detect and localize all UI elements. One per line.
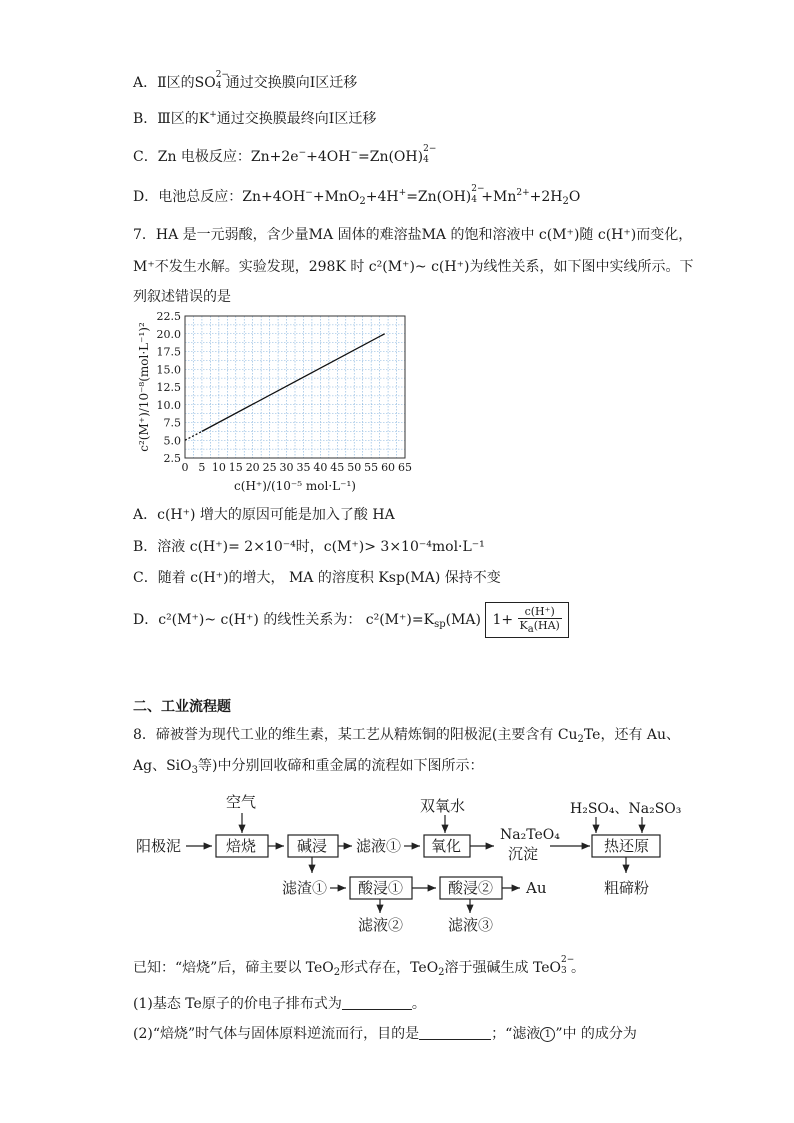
y-axis-label: c²(M⁺)/10⁻⁸(mol·L⁻¹)² — [137, 322, 151, 452]
q6-option-a: A．Ⅱ区的SO 2− 4 通过交换膜向Ⅰ区迁移 — [133, 70, 358, 91]
q8-sub2: (2)“焙烧”时气体与固体原料逆流而行，目的是 ；“滤液 1 ”中 的成分为 — [133, 1026, 637, 1042]
extrapolated-line — [185, 431, 202, 440]
process-flow-diagram — [130, 785, 690, 940]
x-tick-label: 15 — [228, 461, 243, 474]
y-tick-label: 5.0 — [163, 434, 181, 448]
y-tick-label: 2.5 — [163, 452, 181, 465]
x-tick-label: 35 — [296, 461, 311, 474]
y-tick-label: 7.5 — [163, 416, 181, 430]
x-tick-label: 60 — [381, 461, 396, 474]
flow-acid-leach2: 酸浸② — [448, 879, 494, 897]
data-line — [202, 334, 385, 432]
q7-bracket-expr: 1+ $\frac{c(H^+)}{Ka(HA)}$ — [485, 602, 568, 638]
y-tick-label: 17.5 — [156, 345, 181, 359]
flow-anode-mud: 阳极泥 — [136, 837, 182, 855]
q8-stem-line2: Ag、SiO$_3$等)中分别回收碲和重金属的流程如下图所示： — [133, 758, 484, 776]
x-tick-label: 45 — [330, 461, 345, 474]
q7-option-b: B．溶液 c(H⁺)= 2×10⁻⁴时，c(M⁺)> 3×10⁻⁴mol·L⁻¹ — [133, 539, 485, 555]
x-tick-label: 0 — [181, 461, 189, 474]
q7-stem-line2: M⁺不发生水解。实验发现，298K 时 c²(M⁺)~ c(H⁺)为线性关系，如下图中实线所示。下 — [133, 259, 694, 275]
section-title: 二、工业流程题 — [133, 699, 231, 715]
flow-filtrate3: 滤液③ — [448, 916, 494, 934]
x-tick-label: 65 — [398, 461, 412, 474]
x-tick-label: 25 — [262, 461, 277, 474]
q8-known: 已知：“焙烧”后，碲主要以 TeO$_2$形式存在，TeO$_2$溶于强碱生成 TeO 2− 3 。 — [133, 955, 586, 978]
x-tick-label: 10 — [211, 461, 226, 474]
x-tick-label: 40 — [313, 461, 328, 474]
x-tick-label: 5 — [198, 461, 206, 474]
x-tick-label: 55 — [364, 461, 379, 474]
q8-stem-line1: 8．碲被誉为现代工业的维生素，某工艺从精炼铜的阳极泥(主要含有 $Cu_2Te$，还有 Au、 — [133, 727, 681, 745]
flow-thermal-reduce: 热还原 — [604, 837, 650, 855]
q7-stem-line1: 7．HA 是一元弱酸，含少量MA 固体的难溶盐MA 的饱和溶液中 c(M⁺)随 c(H⁺)而变化， — [133, 227, 693, 243]
flow-alkali-leach: 碱浸 — [297, 837, 328, 855]
answer-blank-1[interactable] — [342, 995, 412, 1010]
flow-na2teo4: Na₂TeO₄ — [500, 827, 560, 843]
y-tick-label: 10.0 — [156, 398, 181, 412]
q7-option-a: A．c(H⁺) 增大的原因可能是加入了酸 HA — [133, 507, 395, 523]
q6-option-b: B．Ⅲ区的K+通过交换膜最终向Ⅰ区迁移 — [133, 110, 377, 127]
y-tick-label: 12.5 — [156, 381, 181, 394]
q7-option-d: D．c²(M⁺)~ c(H⁺) 的线性关系为： $c^2(M^+)=K_{sp}(MA)$ 1+ $\frac{c(H^+)}{Ka(HA)}$ — [133, 602, 569, 638]
answer-blank-2[interactable] — [419, 1025, 491, 1040]
flow-au: Au — [526, 879, 547, 897]
x-tick-label: 50 — [347, 461, 362, 474]
flow-crude-te: 粗碲粉 — [604, 879, 650, 897]
x-tick-label: 20 — [245, 461, 260, 474]
flow-acid-leach1: 酸浸① — [358, 879, 404, 897]
flow-roast: 焙烧 — [226, 837, 257, 855]
x-axis-label: c(H⁺)/(10⁻⁵ mol·L⁻¹) — [234, 479, 356, 493]
flow-filtrate2: 滤液② — [358, 916, 404, 934]
q8-sub1: (1)基态 Te原子的价电子排布式为 。 — [133, 996, 426, 1012]
q6-option-d: D．电池总反应：Zn+4OH−+MnO$_2$+4H+=Zn(OH) 2− 4 $+Mn^{2+}+2H_2O$ — [133, 184, 581, 207]
flow-precipitate: 沉淀 — [508, 845, 539, 863]
flow-residue1: 滤渣① — [282, 879, 328, 897]
q7-option-c: C．随着 c(H⁺)的增大， MA 的溶度积 Ksp(MA) 保持不变 — [133, 570, 501, 586]
y-tick-label: 20.0 — [156, 327, 181, 341]
y-tick-label: 15.0 — [156, 363, 181, 377]
flow-air: 空气 — [226, 793, 257, 811]
flow-reagents: H₂SO₄、Na₂SO₃ — [570, 801, 682, 817]
q7-stem-line3: 列叙述错误的是 — [133, 289, 231, 305]
y-tick-label: 22.5 — [156, 310, 181, 323]
c2m-vs-ch-chart — [130, 306, 420, 496]
flow-oxidize: 氧化 — [431, 837, 462, 855]
flow-filtrate1: 滤液① — [356, 837, 402, 855]
q6-option-c: C．Zn 电极反应：Zn+2e−+4OH−=Zn(OH) 2− 4 — [133, 144, 437, 165]
x-tick-label: 30 — [279, 461, 294, 474]
flow-h2o2: 双氧水 — [420, 797, 466, 815]
